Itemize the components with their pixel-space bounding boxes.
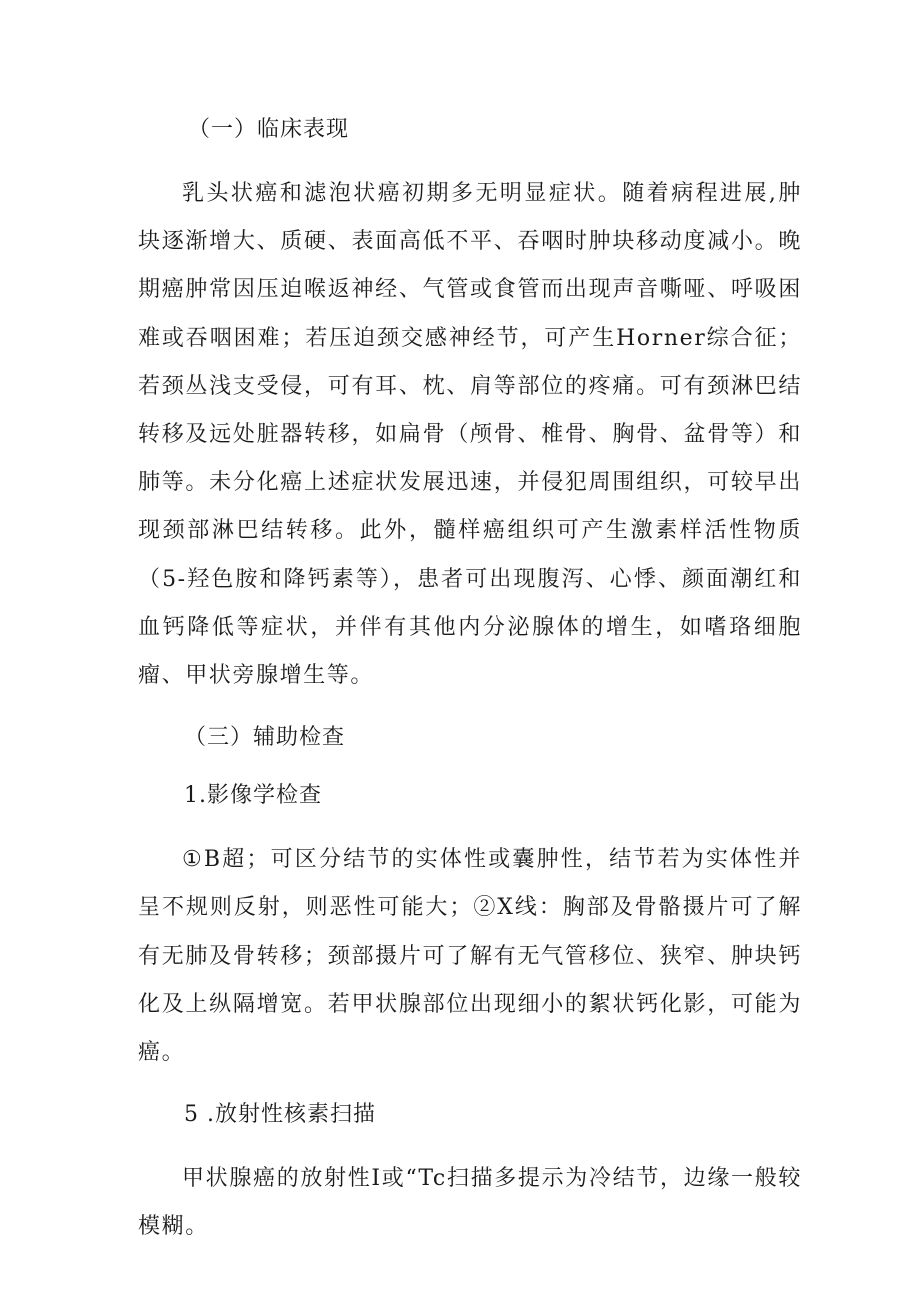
subheading-radionuclide: 5 .放射性核素扫描	[184, 1102, 376, 1128]
imaging-paragraph: ①B超；可区分结节的实体性或囊肿性，结节若为实体性并呈不规则反射，则恶性可能大；②X线：胸部及骨骼摄片可了解有无肺及骨转移；颈部摄片可了解有无气管移位、狭窄、肿块钙化及上纵隔增宽。若甲状腺部位出现细小的絮状钙化影，可能为癌。	[138, 847, 802, 1066]
radionuclide-paragraph: 甲状腺癌的放射性Ⅰ或“Tc扫描多提示为冷结节，边缘一般较模糊。	[138, 1166, 802, 1240]
section-heading-auxiliary: （三）辅助检查	[184, 725, 346, 751]
section-heading-clinical: （一）临床表现	[188, 117, 350, 142]
clinical-paragraph: 乳头状癌和滤泡状癌初期多无明显症状。随着病程进展,肿块逐渐增大、质硬、表面高低不平、吞咽时肿块移动度减小。晚期癌肿常因压迫喉返神经、气管或食管而出现声音嘶哑、呼吸困难或吞咽困难；若压迫颈交感神经节，可产生Horner综合征；若颈丛浅支受侵，可有耳、枕、肩等部位的疼痛。可有颈淋巴结转移及远处脏器转移，如扁骨（颅骨、椎骨、胸骨、盆骨等）和肺等。未分化癌上述症状发展迅速，并侵犯周围组织，可较早出现颈部淋巴结转移。此外，髓样癌组织可产生激素样活性物质（5-羟色胺和降钙素等），患者可出现腹泻、心悸、颜面潮红和血钙降低等症状，并伴有其他内分泌腺体的增生，如嗜珞细胞瘤、甲状旁腺增生等。	[138, 181, 802, 689]
subheading-imaging: 1.影像学检查	[184, 783, 322, 809]
